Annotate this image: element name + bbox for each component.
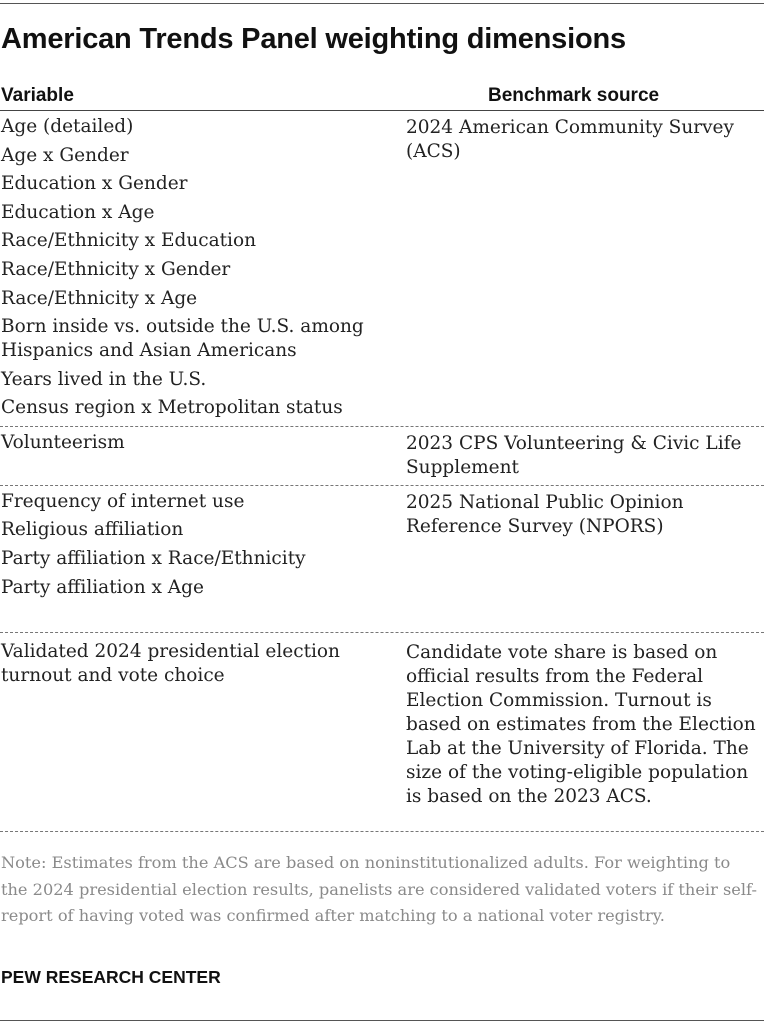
variable-years-lived: Years lived in the U.S.: [1, 369, 207, 390]
variable-born-inside-outside: Born inside vs. outside the U.S. among: [1, 316, 364, 337]
variable-volunteerism: Volunteerism: [1, 432, 125, 453]
row-divider: [0, 632, 764, 633]
variable-age-gender: Age x Gender: [1, 145, 129, 166]
benchmark-source-cps: 2023 CPS Volunteering & Civic Life Supplement: [406, 433, 742, 478]
variable-party-race: Party affiliation x Race/Ethnicity: [1, 548, 306, 569]
column-header-benchmark-source: Benchmark source: [488, 85, 660, 106]
variable-religious-affiliation: Religious affiliation: [1, 519, 184, 540]
benchmark-source-election: Candidate vote share is based on official results from the Federal Election Commission. Turnout is based on estimates from the Election Lab at the University of Florida. The size of the voting-eligible population is based on the 2023 ACS.: [406, 642, 756, 807]
variable-validated-election-cont: turnout and vote choice: [1, 665, 225, 686]
row-divider: [0, 426, 764, 427]
source-organization: PEW RESEARCH CENTER: [1, 967, 221, 987]
bottom-rule: [0, 1020, 764, 1021]
variable-validated-election: Validated 2024 presidential election: [1, 641, 340, 662]
variable-party-age: Party affiliation x Age: [1, 577, 204, 598]
variable-race-gender: Race/Ethnicity x Gender: [1, 259, 231, 280]
variable-census-region: Census region x Metropolitan status: [1, 397, 343, 418]
variable-born-inside-outside-cont: Hispanics and Asian Americans: [1, 340, 297, 361]
column-header-variable: Variable: [1, 85, 74, 106]
benchmark-source-npors: 2025 National Public Opinion Reference Survey (NPORS): [406, 492, 684, 537]
variable-internet-use: Frequency of internet use: [1, 491, 245, 512]
page-title: American Trends Panel weighting dimensions: [1, 23, 626, 55]
benchmark-source-acs: 2024 American Community Survey (ACS): [406, 117, 734, 162]
variable-education-age: Education x Age: [1, 202, 155, 223]
top-rule: [0, 3, 764, 4]
footnote: Note: Estimates from the ACS are based on noninstitutionalized adults. For weighting to the 2024 presidential election results, panelists are considered validated voters if their self-report of having voted was confirmed after matching to a national voter registry.: [1, 853, 757, 925]
variable-race-age: Race/Ethnicity x Age: [1, 288, 198, 309]
variable-education-gender: Education x Gender: [1, 173, 188, 194]
header-rule: [0, 110, 764, 111]
variable-race-education: Race/Ethnicity x Education: [1, 230, 257, 251]
variable-age-detailed: Age (detailed): [1, 116, 134, 137]
row-divider: [0, 485, 764, 486]
row-divider: [0, 831, 764, 832]
